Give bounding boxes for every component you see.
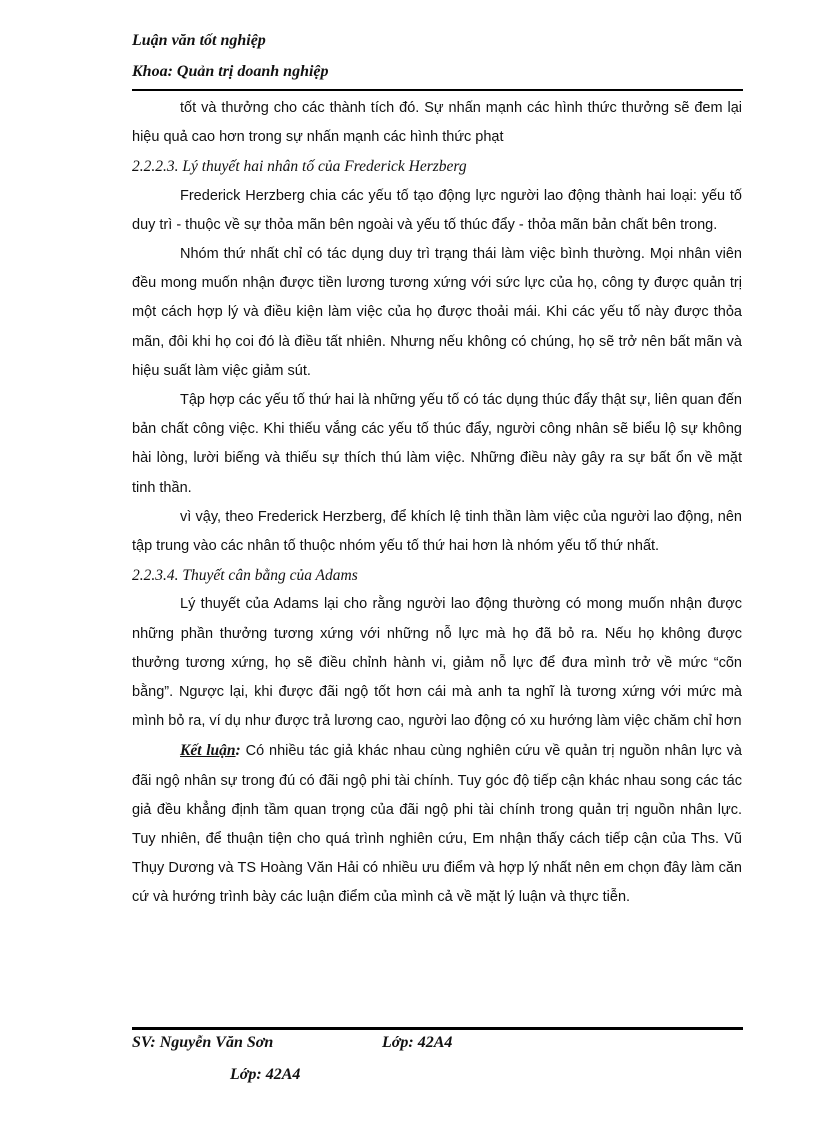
paragraph: Frederick Herzberg chia các yếu tố tạo động lực người lao động thành hai loại: yếu tố duy trì - thuộc về sự thỏa mãn bên ngoài và yếu tố thúc đẩy - thỏa mãn bản chất bên trong. — [132, 187, 742, 233]
paragraph: Lý thuyết của Adams lại cho rằng người lao động thường có mong muốn nhận được những phần thưởng tương xứng với những nỗ lực mà họ đã bỏ ra. Nếu họ không được thưởng tương xứng, họ sẽ điều chỉnh hành vi, giảm nỗ lực để đưa mình trở về mức “cõn bằng”. Ngược lại, khi được đãi ngộ tốt hơn cái mà anh ta nghĩ là tương xứng với mức mà mình bỏ ra, ví dụ như được trả lương cao, người lao động có xu hướng làm việc chăm chỉ hơn — [132, 596, 742, 730]
header-title: Luận văn tốt nghiệp — [132, 32, 266, 49]
conclusion-label: Kết luận: — [180, 742, 241, 760]
footer-student: SV: Nguyễn Văn Sơn — [132, 1034, 274, 1051]
footer-class: Lớp: 42A4 — [382, 1034, 453, 1051]
footer-rule — [132, 1027, 743, 1030]
paragraph: tốt và thưởng cho các thành tích đó. Sự nhấn mạnh các hình thức thưởng sẽ đem lại hiệu quả cao hơn trong sự nhấn mạnh các hình thức phạt — [132, 100, 742, 146]
header-rule — [132, 89, 743, 91]
paragraph: Nhóm thứ nhất chỉ có tác dụng duy trì trạng thái làm việc bình thường. Mọi nhân viên đều mong muốn nhận được tiền lương tương xứng với sức lực của họ, công ty được quản trị một cách hợp lý và điều kiện làm việc của họ được thoải mái. Khi các yếu tố này được thỏa mãn, đôi khi họ coi đó là điều tất nhiên. Nhưng nếu không có chúng, họ sẽ trở nên bất mãn và hiệu suất làm việc giảm sút. — [132, 246, 742, 379]
header-department: Khoa: Quản trị doanh nghiệp — [132, 63, 329, 80]
paragraph: vì vậy, theo Frederick Herzberg, để khích lệ tinh thần làm việc của người lao động, nên tập trung vào các nhân tố thuộc nhóm yếu tố thứ hai hơn là nhóm yếu tố thứ nhất. — [132, 508, 742, 555]
paragraph: Tập hợp các yếu tố thứ hai là những yếu tố có tác dụng thúc đẩy thật sự, liên quan đến bản chất công việc. Khi thiếu vắng các yếu tố thúc đẩy, người công nhân sẽ biểu lộ sự không hài lòng, lười biếng và thiếu sự thích thú làm việc. Những điều này gây ra sự bất ổn về mặt tinh thần. — [132, 392, 742, 496]
conclusion-text: Có nhiều tác giả khác nhau cùng nghiên cứu về quản trị nguồn nhân lực và đãi ngộ nhân sự trong đú có đãi ngộ phi tài chính. Tuy góc độ tiếp cận khác nhau song các tác giả đều khẳng định tầm quan trọng của đãi ngộ phi tài chính trong quản trị nguồn nhân lực. Tuy nhiên, để thuận tiện cho quá trình nghiên cứu, Em nhận thấy cách tiếp cận của Ths. Vũ Thụy Dương và TS Hoàng Văn Hải có nhiều ưu điểm và hợp lý nhất nên em chọn đây làm căn cứ và hướng trình bày các luận điểm của mình cả về mặt lý luận và thực tiễn. — [132, 743, 742, 906]
footer-class-secondary: Lớp: 42A4 — [230, 1066, 301, 1083]
section-heading: 2.2.2.3. Lý thuyết hai nhân tố của Frederick Herzberg — [132, 158, 467, 176]
section-heading: 2.2.3.4. Thuyết cân bằng của Adams — [132, 567, 358, 585]
conclusion-paragraph — [132, 736, 742, 912]
page-body — [132, 94, 742, 913]
